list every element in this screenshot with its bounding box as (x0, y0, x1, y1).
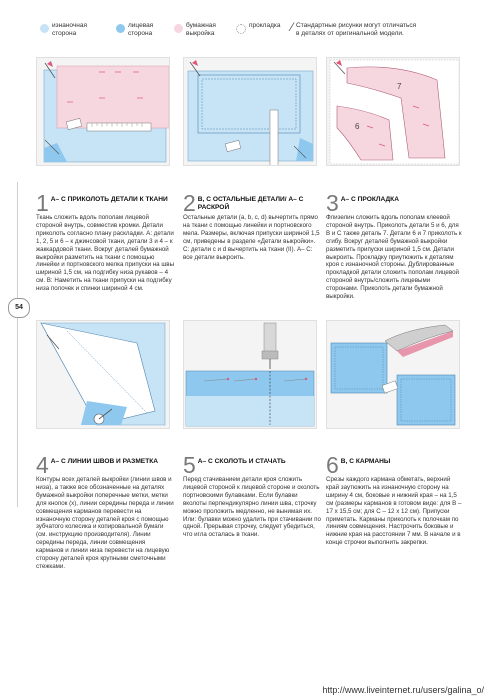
step-title: В, С КАРМАНЫ (340, 458, 391, 465)
step-body: Флизелин сложить вдоль пополам клеевой стороной внутрь. Приколоть детали 5 и 6, для В и С также деталь 7. Детали 6 и 7 приколоть к сгибу. Вокруг деталей бумажной выкройки разметить припуски шириной 1,5 см. Детали выкроить. Прокладку приутюжить к деталям кроя с изнаночной стороны. Дублированные прокладкой детали сложить пополам лицевой стороной внутрь/сложить лицевыми сторонами. Приколоть детали бумажной выкройки. (326, 214, 462, 301)
step-4 (36, 452, 174, 571)
step-5 (183, 452, 321, 539)
step-title: А– С ЛИНИИ ШВОВ И РАЗМЕТКА (50, 458, 159, 465)
side-line (17, 182, 18, 507)
step-body: Остальные детали (a, b, c, d) вычертить прямо на ткани с помощью линейки и портновского мела. Размеры, включая припуски шириной 1,5 см, приведены в разделе «Детали выкройки». С: детали c и d вычертить на ткани (II). А– С: все детали выкроить. (183, 214, 320, 261)
figure-3-label-7: 7 (397, 82, 402, 91)
legend-note (291, 22, 416, 38)
step-title: А– С ПРИКОЛОТЬ ДЕТАЛИ К ТКАНИ (50, 196, 168, 203)
step-number: 3 (326, 190, 339, 216)
step-6-head (326, 452, 464, 478)
figure-3-drawing (327, 58, 459, 165)
step-2 (183, 190, 321, 261)
legend-wrong-side (40, 22, 87, 38)
figure-6 (326, 320, 460, 429)
step-body: Ткань сложить вдоль пополам лицевой стороной внутрь, совместив кромки. Детали приколоть согласно плану раскладки. А: детали 1, 2, 5 и 6 – к джинсовой ткани, детали 3 и 4 – к жаккардовой ткани. Вокруг деталей бумажной выкройки разметить на ткани с помощью линейки и портновского мелка припуски на швы шириной 1,5 см, на подгибку низа рукавов – 4 см. В: Наметить на ткани припуски на подгибку низа полочек и спинки шириной 4 см. (36, 214, 175, 293)
step-number: 1 (36, 190, 49, 216)
step-title: В, С ОСТАЛЬНЫЕ ДЕТАЛИ/ А– С РАСКРОЙ (197, 196, 304, 211)
page-number: 54 (8, 298, 30, 318)
step-number: 6 (326, 452, 339, 478)
step-number: 4 (36, 452, 49, 478)
figure-3 (326, 57, 460, 166)
step-body: Перед стачиванием детали кроя сложить лицевой стороной к лицевой стороне и сколоть портновскими булавками. Если булавки вколоты перпендикулярно линии шва, строчку можно проложить медленно, не вынимая их. Или: булавки можно удалить при стачивании по одной. Прерывая строчку, следует убедиться, что игла осталась в ткани. (183, 476, 321, 539)
figure-6-drawing (327, 321, 459, 428)
step-6 (326, 452, 464, 547)
figure-4-drawing (37, 321, 169, 428)
figure-1 (36, 57, 170, 166)
step-number: 2 (183, 190, 196, 216)
step-5-head (183, 452, 321, 478)
step-body: Срезы каждого кармана обметать, верхний край заутюжить на изнаночную сторону на ширину 4 см, боковые и нижний края – на 1,5 см (размеры карманов в готовом виде: для В – 17 x 15,5 см; для С – 12 x 12 см). Припуски приметать. Карманы приколоть к полочкам по линиям совмещения. Настрочить боковые и нижние края на расстоянии 7 мм. В начале и в конце строчки выполнить закрепки. (326, 476, 462, 547)
figure-5-drawing (184, 321, 316, 428)
interfacing-swatch (236, 24, 246, 34)
step-body: Контуры всех деталей выкройки (линии швов и низа), а также все обозначенные на деталях бумажной выкройки поперечные метки, метки для кнопок (х), линии середины переда и линии совмещения карманов перевести на изнаночную сторону деталей кроя с помощью зубчатого колесика и копировальной бумаги (см. инструкцию производителя). Линии середины переда, линии совмещения карманов и линии низа перевести на лицевую сторону деталей кроя крупными сметочными стежками. (36, 476, 174, 570)
legend-label: лицевая сторона (128, 22, 154, 37)
figure-3-label-6: 6 (355, 122, 360, 131)
figure-2 (183, 57, 317, 166)
footer-url[interactable]: http://www.liveinternet.ru/users/galina_o/ (322, 685, 484, 695)
legend-label: изнаночная сторона (52, 22, 87, 37)
figure-2-drawing (184, 58, 316, 165)
step-4-head (36, 452, 174, 478)
step-1-head (36, 190, 174, 216)
figure-5 (183, 320, 317, 429)
figure-1-drawing (37, 58, 169, 165)
wrong-side-swatch (40, 24, 49, 33)
pattern-swatch (174, 24, 183, 33)
needle-icon: ⁄ (291, 20, 294, 34)
right-side-swatch (116, 24, 125, 33)
legend-interfacing (236, 22, 280, 34)
step-3-head (326, 190, 464, 216)
legend-label: прокладка (249, 22, 281, 29)
legend-pattern (174, 22, 216, 38)
legend-label: бумажная выкройка (186, 22, 216, 37)
legend (36, 22, 474, 52)
step-title: А– С СКОЛОТЬ И СТАЧАТЬ (197, 458, 286, 465)
step-2-head (183, 190, 321, 216)
figure-4 (36, 320, 170, 429)
legend-right-side (116, 22, 153, 38)
step-1 (36, 190, 175, 293)
step-number: 5 (183, 452, 196, 478)
legend-note-text: Стандартные рисунки могут отличаться в деталях от оригинальной модели. (296, 22, 417, 37)
step-3 (326, 190, 464, 301)
step-title: А– С ПРОКЛАДКА (340, 196, 399, 203)
